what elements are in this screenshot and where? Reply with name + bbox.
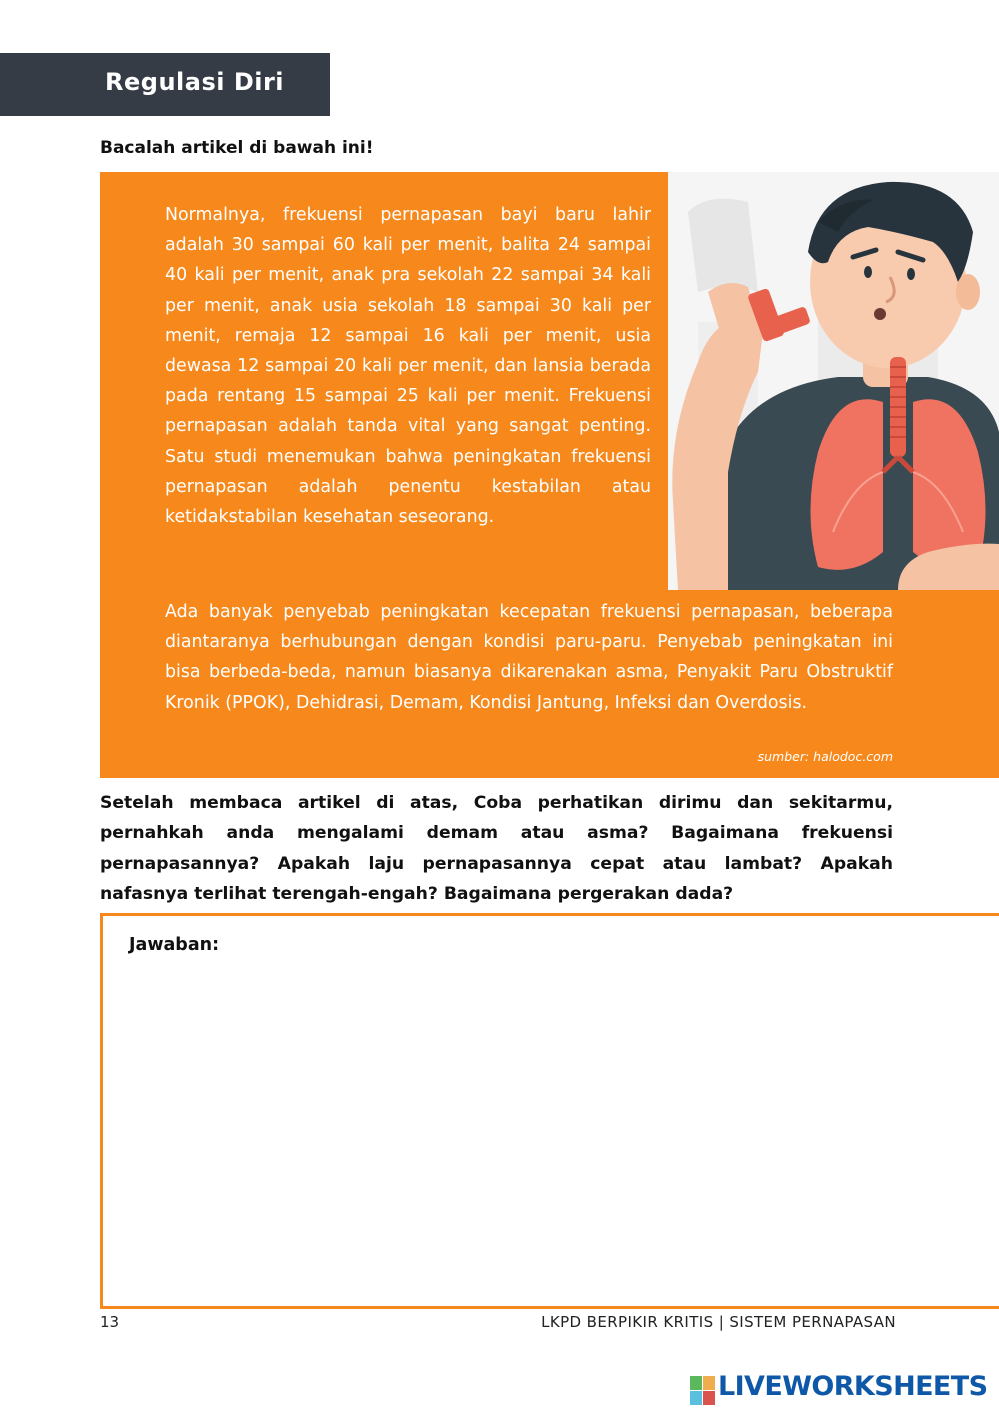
page-number: 13: [100, 1313, 120, 1331]
footer-title: LKPD BERPIKIR KRITIS | SISTEM PERNAPASAN: [541, 1313, 896, 1331]
instruction-text: Bacalah artikel di bawah ini!: [100, 138, 374, 158]
liveworksheets-logo-text: LIVEWORKSHEETS: [718, 1371, 988, 1402]
asthma-lungs-illustration: [668, 172, 999, 590]
answer-label: Jawaban:: [129, 935, 220, 955]
liveworksheets-logo-icon: [690, 1376, 716, 1406]
section-title: Regulasi Diri: [105, 68, 285, 96]
answer-input[interactable]: [115, 968, 985, 1298]
article-source: sumber: halodoc.com: [757, 749, 893, 764]
article-paragraph-1: Normalnya, frekuensi pernapasan bayi baru lahir adalah 30 sampai 60 kali per menit, balita 24 sampai 40 kali per menit, anak pra sekolah 22 sampai 34 kali per menit, anak usia sekolah 18 sampai 30 kali per menit, remaja 12 sampai 16 kali per menit, usia dewasa 12 sampai 20 kali per menit, dan lansia berada pada rentang 15 sampai 25 kali per menit. Frekuensi pernapasan adalah tanda vital yang sangat penting. Satu studi menemukan bahwa peningkatan frekuensi pernapasan adalah penentu kestabilan atau ketidakstabilan kesehatan seseorang.: [165, 205, 651, 528]
article-paragraph-2: Ada banyak penyebab peningkatan kecepatan frekuensi pernapasan, beberapa diantaranya berhubungan dengan kondisi paru-paru. Penyebab peningkatan ini bisa berbeda-beda, namun biasanya dikarenakan asma, Penyakit Paru Obstruktif Kronik (PPOK), Dehidrasi, Demam, Kondisi Jantung, Infeksi dan Overdosis.: [165, 602, 893, 713]
question-text: Setelah membaca artikel di atas, Coba perhatikan dirimu dan sekitarmu, pernahkah anda mengalami demam atau asma? Bagaimana frekuensi pernapasannya? Apakah laju pernapasannya cepat atau lambat? Apakah nafasnya terlihat terengah-engah? Bagaimana pergerakan dada?: [100, 793, 893, 905]
